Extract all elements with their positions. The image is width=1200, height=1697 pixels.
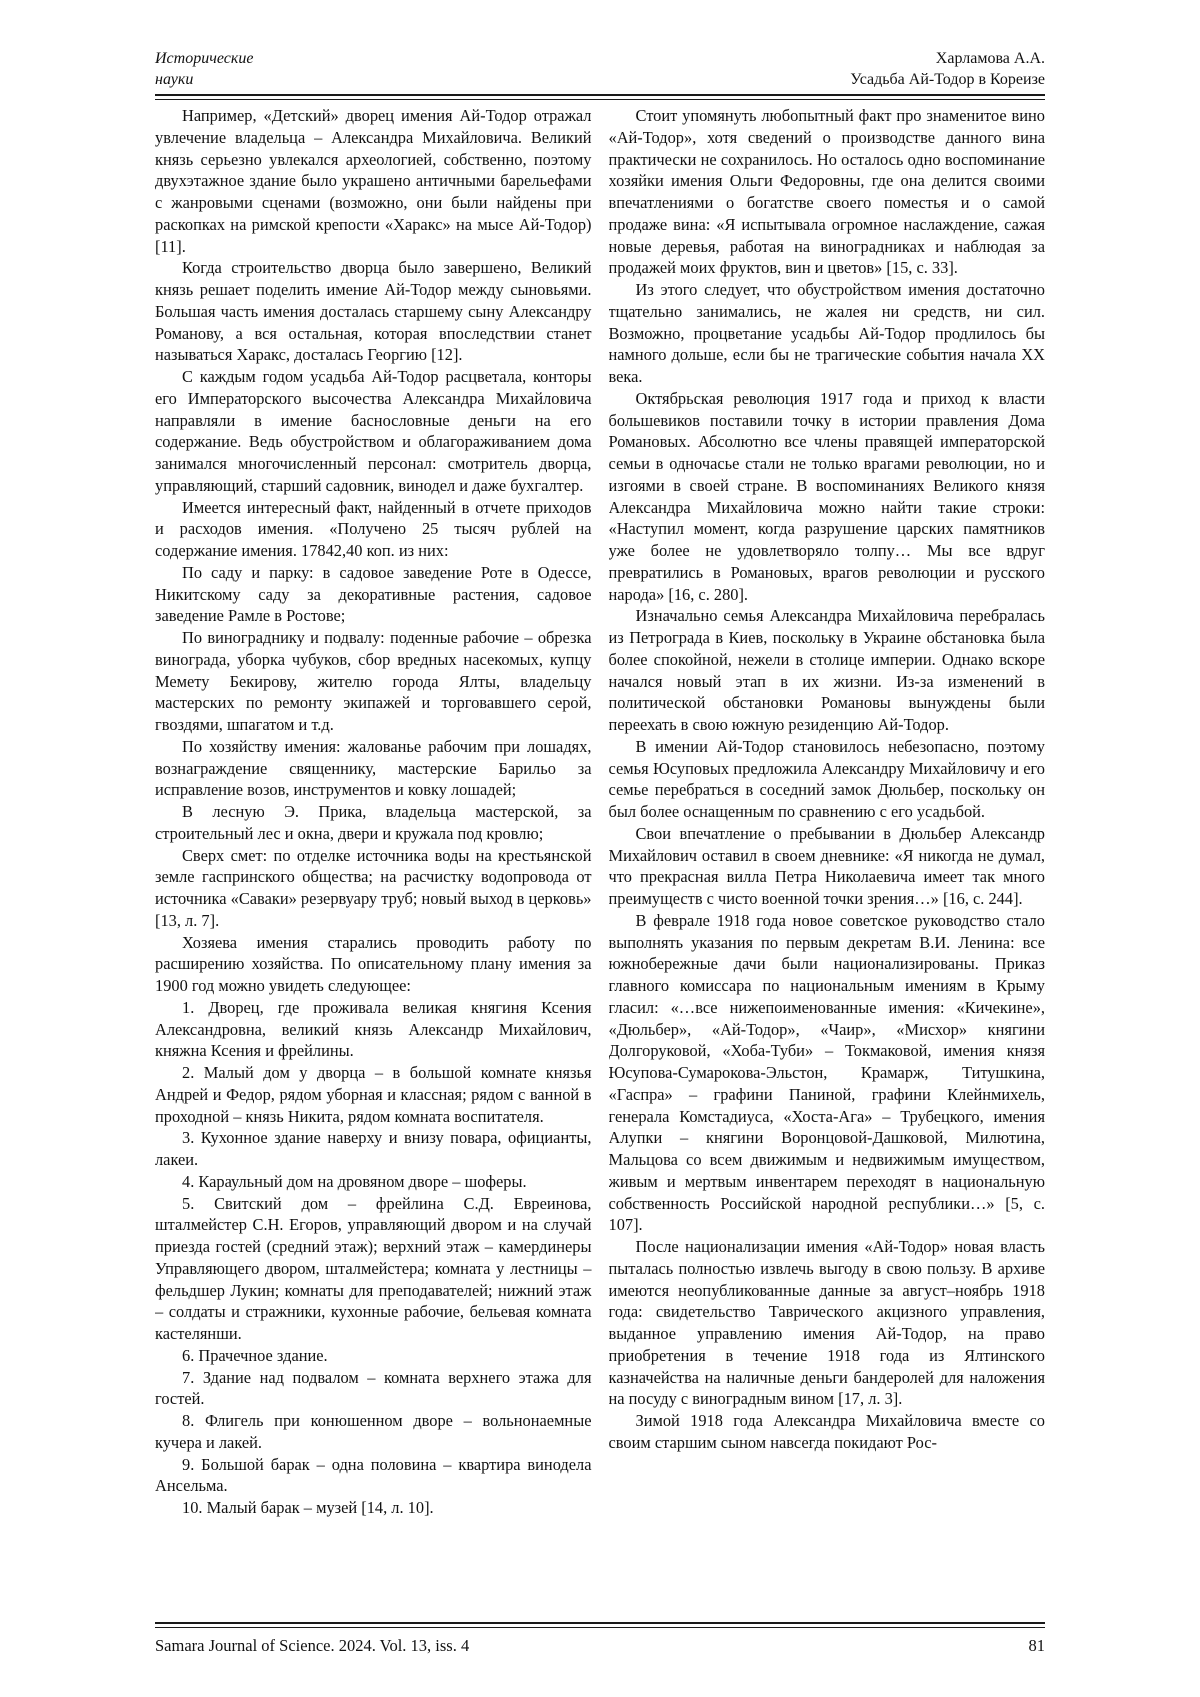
paragraph: 2. Малый дом у дворца – в большой комнате князья Андрей и Федор, рядом уборная и классная; рядом с ванной в проходной – князь Никита, рядом комната воспитателя. <box>155 1063 592 1126</box>
page-footer <box>155 1628 1045 1657</box>
paragraph: В лесную Э. Прика, владельца мастерской, за строительный лес и окна, двери и кружала под кровлю; <box>155 802 592 843</box>
paragraph: После национализации имения «Ай-Тодор» новая власть пыталась полностью извлечь выгоду в свою пользу. В архиве имеются неопубликованные данные за август–ноябрь 1918 года: свидетельство Таврического акцизного управления, выданное управлению имения Ай-Тодор, на право приобретения в течение 1918 года из Ялтинского казначейства на наличные деньги бандеролей для наложения на посуду с виноградным вином [17, л. 3]. <box>608 1237 1045 1409</box>
paragraph: Стоит упомянуть любопытный факт про знаменитое вино «Ай-Тодор», хотя сведений о производстве данного вина практически не сохранилось. Но осталось одно воспоминание хозяйки имения Ольги Федоровны, где она делится своими впечатлениями о богатстве своего поместья и о самой продаже вина: «Я испытывала огромное наслаждение, сажая новые деревья, работая на виноградниках и наблюдая за продажей моих фруктов, вин и цветов» [15, с. 33]. <box>608 106 1045 278</box>
paragraph: 6. Прачечное здание. <box>182 1345 328 1365</box>
header-author: Харламова А.А. <box>935 50 1045 67</box>
header-article-info <box>850 48 1045 90</box>
paragraph: 5. Свитский дом – фрейлина С.Д. Евреинова, шталмейстер С.Н. Егоров, управляющий двором и на случай приезда гостей (средний этаж); верхний этаж – камердинеры Управляющего двором, шталмейстера; комната у лестницы – фельдшер Лукин; комнаты для преподавателей; нижний этаж – солдаты и стражники, кухонные рабочие, бельевая комната кастелянши. <box>155 1193 592 1343</box>
paragraph: Например, «Детский» дворец имения Ай-Тодор отражал увлечение владельца – Александра Михайловича. Великий князь серьезно увлекался археологией, собственно, поэтому двухэтажное здание было украшено античными барельефами с жанровыми сценами (возможно, они были найдены при раскопках на римской крепости «Харакс» на мысе Ай-Тодор) [11]. <box>155 106 592 256</box>
footer-journal-info: Samara Journal of Science. 2024. Vol. 13, iss. 4 <box>155 1636 470 1655</box>
paragraph: Хозяева имения старались проводить работу по расширению хозяйства. По описательному плану имения за 1900 год можно увидеть следующее: <box>155 932 592 995</box>
paragraph: По саду и парку: в садовое заведение Роте в Одессе, Никитскому саду за декоративные растения, садовое заведение Рамле в Ростове; <box>155 562 592 626</box>
page-header <box>155 48 1045 90</box>
paragraph: 10. Малый барак – музей [14, л. 10]. <box>182 1498 434 1517</box>
right-column <box>609 105 1046 1597</box>
paragraph: Имеется интересный факт, найденный в отчете приходов и расходов имения. «Получено 25 тысяч рублей на содержание имения. 17842,40 коп. из них: <box>155 497 592 560</box>
paragraph: Изначально семья Александра Михайловича перебралась из Петрограда в Киев, поскольку в Украине обстановка была более спокойной, нежели в столице империи. Однако вскоре начался новый этап в их жизни. Из-за изменений в политической обстановки Романовы вынуждены были переехать в свою южную резиденцию Ай-Тодор. <box>608 606 1045 734</box>
paragraph: 8. Флигель при конюшенном дворе – вольнонаемные кучера и лакей. <box>155 1411 592 1452</box>
paragraph: Сверх смет: по отделке источника воды на крестьянской земле гаспринского общества; на расчистку водопровода от источника «Саваки» резервуару труб; новый выход в церковь» [13, л. 7]. <box>155 845 592 930</box>
paragraph: 1. Дворец, где проживала великая княгиня Ксения Александровна, великий князь Александр Михайлович, княжна Ксения и фрейлины. <box>155 997 592 1061</box>
paragraph: В имении Ай-Тодор становилось небезопасно, поэтому семья Юсуповых предложила Александру Михайловичу и его семье перебраться в соседний замок Дюльбер, поскольку он был более оснащенным по сравнению с его усадьбой. <box>608 736 1045 821</box>
header-section-line1: Исторические <box>155 50 254 67</box>
header-article-title: Усадьба Ай-Тодор в Кореизе <box>850 71 1045 88</box>
paragraph: Из этого следует, что обустройством имения достаточно тщательно занимались, не жалея ни средств, ни сил. Возможно, процветание усадьбы Ай-Тодор продлилось бы намного дольше, если бы не трагические события начала XX века. <box>608 280 1045 386</box>
paragraph: 4. Караульный дом на дровяном дворе – шоферы. <box>182 1171 527 1191</box>
paragraph: 9. Большой барак – одна половина – квартира винодела Ансельма. <box>155 1454 592 1496</box>
header-section-label <box>155 48 253 90</box>
paragraph: По винограднику и подвалу: поденные рабочие – обрезка винограда, уборка чубуков, сбор вредных насекомых, купцу Мемету Бекирову, жителю города Ялты, владельцу мастерских по ремонту экипажей и торговавшего серой, гвоздями, шпагатом и т.д. <box>155 628 592 734</box>
footer-page-number: 81 <box>1028 1636 1045 1655</box>
header-section-line2: науки <box>155 71 194 88</box>
paragraph: Когда строительство дворца было завершено, Великий князь решает поделить имение Ай-Тодор между сыновьями. Большая часть имения досталась старшему сыну Александру Романову, а вся остальная, которая впоследствии станет называться Харакс, досталась Георгию [12]. <box>155 258 592 365</box>
paragraph: 3. Кухонное здание наверху и внизу повара, официанты, лакеи. <box>155 1128 592 1169</box>
paragraph: Октябрьская революция 1917 года и приход к власти большевиков поставили точку в истории правления Дома Романовых. Абсолютно все члены правящей императорской семьи в одночасье стали не только врагами революции, но и изгоями в своей стране. В воспоминаниях Великого князя Александра Михайловича можно найти такие строки: «Наступил момент, когда разрушение царских памятников уже более не удовлетворяло толпу… Мы все вдруг превратились в Романовых, врагов революции и русского народа» [16, с. 280]. <box>608 388 1045 604</box>
paragraph: Зимой 1918 года Александра Михайловича вместе со своим старшим сыном навсегда покидают Рос- <box>608 1411 1045 1452</box>
paragraph: По хозяйству имения: жалованье рабочим при лошадях, вознаграждение священнику, мастерские Барильо за исправление возов, инструментов и ковку лошадей; <box>155 736 592 800</box>
paragraph: Свои впечатление о пребывании в Дюльбер Александр Михайлович оставил в своем дневнике: «Я никогда не думал, что прекрасная вилла Петра Николаевича имеет так много преимуществ с чисто военной точки зрения…» [16, с. 244]. <box>608 823 1045 908</box>
paragraph: 7. Здание над подвалом – комната верхнего этажа для гостей. <box>155 1367 592 1409</box>
paragraph: С каждым годом усадьба Ай-Тодор расцветала, конторы его Императорского высочества Александра Михайловича направляли в имение баснословные деньги на его содержание. Ведь обустройством и облагораживанием дома занимался многочисленный персонал: смотритель дворца, управляющий, старший садовник, винодел и даже бухгалтер. <box>155 367 592 495</box>
left-column <box>155 105 592 1597</box>
paragraph: В феврале 1918 года новое советское руководство стало выполнять указания по первым декретам В.И. Ленина: все южнобережные дачи были национализированы. Приказ главного комиссара по национальным имениям в Крыму гласил: «…все нижепоименованные имения: «Кичекине», «Дюльбер», «Ай-Тодор», «Чаир», «Мисхор» княгини Долгоруковой, «Хоба-Туби» – Токмаковой, имения князя Юсупова-Сумарокова-Эльстон, Крамарж, Титушкина, «Гаспра» – графини Паниной, графини Клейнмихель, генерала Комстадиуса, «Хоста-Ага» – Трубецкого, имения Алупки – княгини Воронцовой-Дашковой, Милютина, Мальцова со всем движимым и недвижимым имуществом, живым и мертвым инвентарем переходят в национальную собственность Российской народной республики…» [5, с. 107]. <box>608 910 1045 1235</box>
article-body <box>155 100 1045 1620</box>
